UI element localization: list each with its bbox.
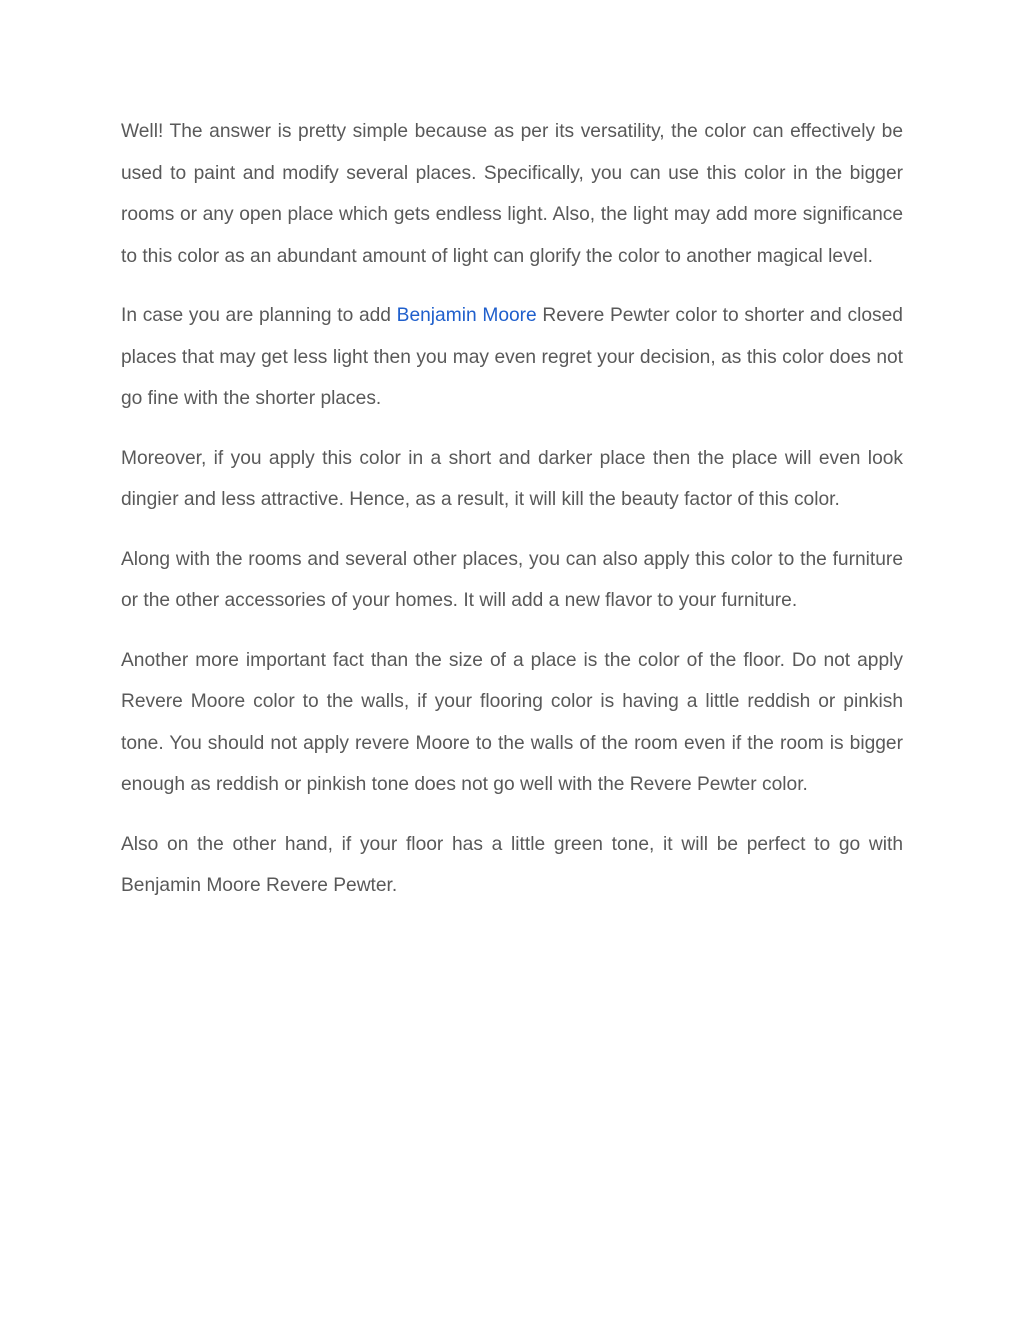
- paragraph-darker-place: Moreover, if you apply this color in a short and darker place then the place will even look dingier and less attractive. Hence, as a result, it will kill the beauty factor of this color.: [121, 447, 903, 510]
- paragraph-text-after-link: Revere Pewter color to shorter and closed places that may get less light then you may even regret your decision, as this color does not go fine with the shorter places.: [121, 305, 903, 409]
- paragraph-furniture: Along with the rooms and several other places, you can also apply this color to the furniture or the other accessories of your homes. It will add a new flavor to your furniture.: [121, 548, 903, 611]
- paragraph-closed-places: [121, 295, 903, 420]
- paragraph-green-tone: Also on the other hand, if your floor has a little green tone, it will be perfect to go with Benjamin Moore Revere Pewter.: [121, 833, 903, 896]
- paragraph-versatility: Well! The answer is pretty simple because as per its versatility, the color can effectively be used to paint and modify several places. Specifically, you can use this color in the bigger rooms or any open place which gets endless light. Also, the light may add more significance to this color as an abundant amount of light can glorify the color to another magical level.: [121, 121, 903, 267]
- paragraph-floor-color: Another more important fact than the size of a place is the color of the floor. Do not apply Revere Moore color to the walls, if your flooring color is having a little reddish or pinkish tone. You should not apply revere Moore to the walls of the room even if the room is bigger enough as reddish or pinkish tone does not go well with the Revere Pewter color.: [121, 649, 903, 795]
- paragraph-text-before-link: In case you are planning to add: [121, 305, 397, 326]
- document-body: [121, 111, 903, 925]
- benjamin-moore-link[interactable]: Benjamin Moore: [396, 305, 537, 326]
